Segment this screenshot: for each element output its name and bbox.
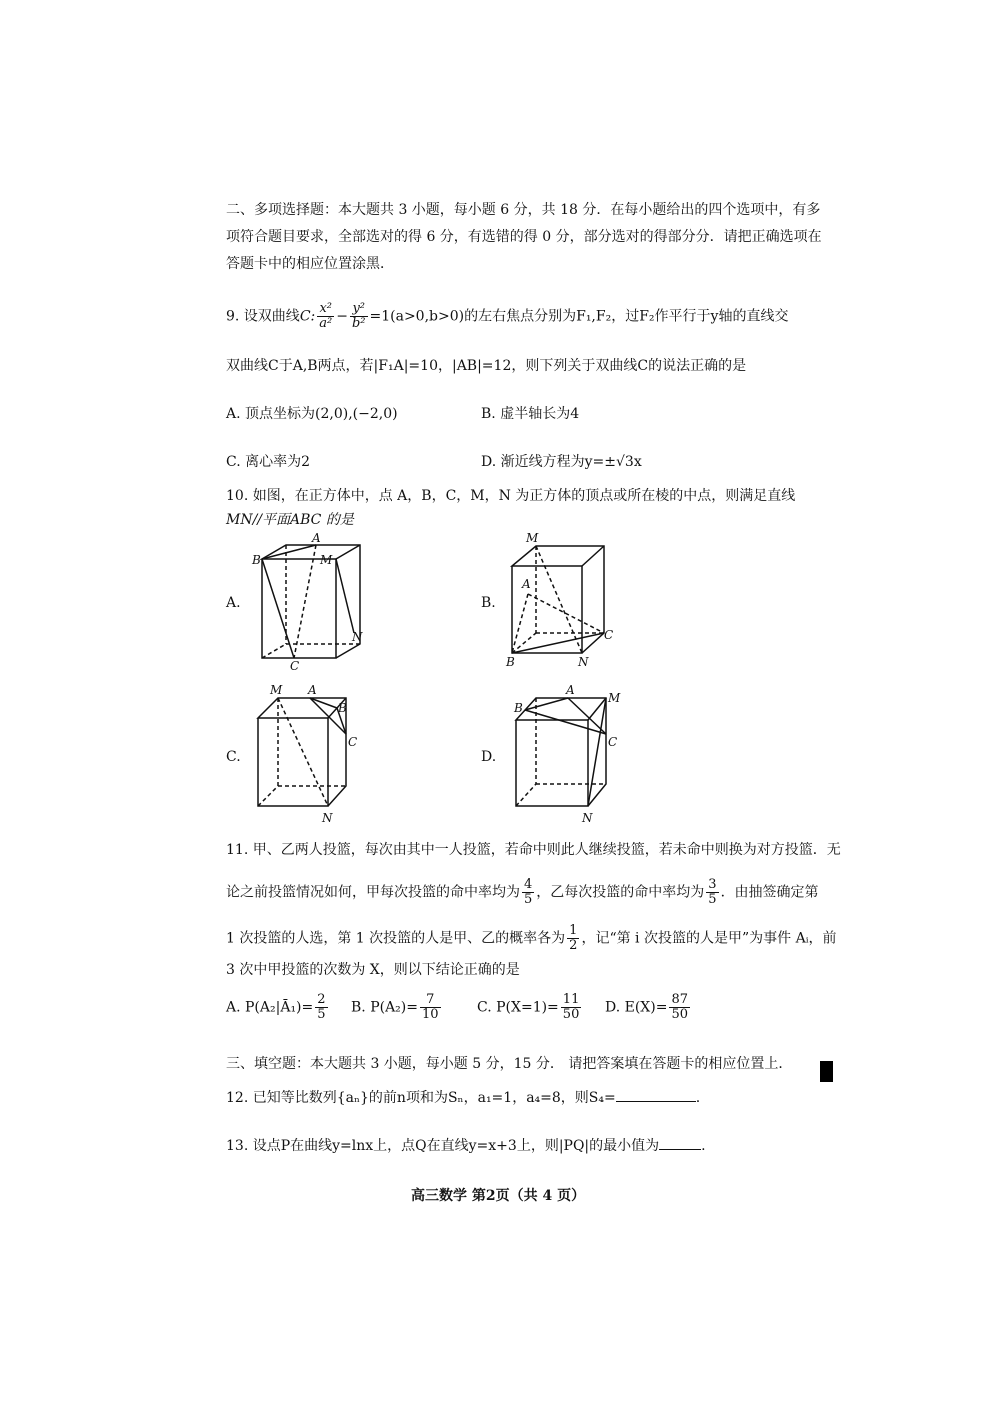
fig-b-point-m: M [526,531,539,545]
fig-c-point-c: C [348,735,358,749]
section2-line1: 二、多项选择题：本大题共 3 小题，每小题 6 分，共 18 分．在每小题给出的四个选项中，有多 [226,202,821,218]
q11-frac-half [567,924,579,953]
q11-option-b [351,993,443,1022]
q9-frac2-num: y² [350,302,368,317]
q12 [226,1088,700,1108]
q9-line2: 双曲线C于A,B两点，若|F₁A|=10，|AB|=12，则下列关于双曲线C的说法正确的是 [226,358,747,374]
q11-line3-part1: 1 次投篮的人选，第 1 次投篮的人是甲、乙的概率各为 [226,930,566,947]
page-footer: 高三数学 第2页（共 4 页） [411,1188,586,1204]
q11-line4: 3 次中甲投篮的次数为 X，则以下结论正确的是 [226,962,520,978]
q11-line1: 11. 甲、乙两人投篮，每次由其中一人投篮，若命中则此人继续投篮，若未命中则换为对方投篮．无 [226,842,841,858]
q11-option-a-num: 2 [317,992,326,1007]
fig-a-point-c: C [290,659,300,673]
fig-a-point-a: A [312,531,321,545]
q11-frac-yi-den: 5 [708,892,717,907]
cube-figure-d [508,682,638,831]
q11-line3-part2: ，记“第 i 次投篮的人是甲”为事件 Aᵢ，前 [581,930,837,947]
q11-line3 [226,924,837,953]
q13-answer-blank[interactable] [659,1149,701,1150]
cube-figure-c [250,682,380,831]
fig-d-point-a: A [566,683,575,697]
q12-text: 12. 已知等比数列{aₙ}的前n项和为Sₙ，a₁=1，a₄=8，则S₄= [226,1090,616,1106]
q9-frac1-den: a² [319,316,333,331]
q11-option-d-expr: D. E(X)= [605,999,668,1016]
q11-line2-part1: 论之前投篮情况如何，甲每次投篮的命中率均为 [226,884,520,901]
q11-line2 [226,878,819,907]
q11-option-b-den: 10 [422,1007,439,1022]
cube-figure-a [250,530,380,679]
q10-line2: MN//平面ABC 的是 [226,512,354,528]
cube-figure-b [500,528,630,677]
fig-d-point-m: M [608,691,621,705]
fig-d-point-b: B [514,701,523,715]
q9-condition: =1(a>0,b>0) [369,308,465,325]
fig-b-point-c: C [604,628,614,642]
q9-frac2-den: b² [351,316,366,331]
q9-frac1-num: x² [317,302,334,317]
q11-option-c [477,993,583,1022]
q9-frac1 [317,302,334,331]
q11-option-d-num: 87 [671,992,689,1007]
q9-frac2 [350,302,368,331]
q9-option-a: A. 顶点坐标为(2,0),(−2,0) [226,406,398,422]
q9-minus: − [336,308,348,325]
q11-option-d [605,993,692,1022]
q9-curve: C: [299,308,316,325]
q11-frac-half-den: 2 [569,938,578,953]
fig-d-point-c: C [608,735,618,749]
q9-prefix: 9. 设双曲线 [226,308,300,325]
q10-fig-a-label: A. [226,595,241,611]
fig-c-point-a: A [308,683,317,697]
q11-frac-jia [522,878,534,907]
q10-fig-d-label: D. [481,749,497,765]
fig-a-point-b: B [252,553,261,567]
fig-b-point-b: B [506,655,515,669]
fig-a-point-n: N [352,630,363,644]
fig-d-point-n: N [582,811,593,825]
q13-end: . [701,1138,706,1154]
q11-option-b-expr: B. P(A₂)= [351,999,418,1016]
q10-fig-b-label: B. [481,595,496,611]
q9-line1 [226,302,788,331]
q12-end: . [695,1090,701,1106]
fig-c-point-b: B [338,701,347,715]
q11-option-c-den: 50 [562,1007,580,1022]
q11-option-a-expr: A. P(A₂|Ā₁)= [226,999,314,1016]
fig-c-point-n: N [322,811,333,825]
fig-b-point-n: N [578,655,589,669]
q11-option-a [226,993,330,1022]
q13 [226,1136,706,1156]
q11-line2-part2: ，乙每次投篮的命中率均为 [536,884,705,901]
q11-line2-part3: ．由抽签确定第 [720,884,819,901]
section3-title: 三、填空题：本大题共 3 小题，每小题 5 分，15 分． 请把答案填在答题卡的相应位置上． [226,1056,793,1072]
q11-option-c-num: 11 [562,992,580,1007]
fig-c-point-m: M [270,683,283,697]
q11-frac-yi [706,878,718,907]
fig-a-point-m: M [320,553,333,567]
section2-line2: 项符合题目要求，全部选对的得 6 分，有选错的得 0 分，部分选对的得部分分．请把正确选项在 [226,229,822,245]
q11-frac-yi-num: 3 [708,877,717,892]
q11-frac-jia-den: 5 [524,892,533,907]
q9-option-c: C. 离心率为2 [226,454,311,470]
q13-text: 13. 设点P在曲线y=lnx上，点Q在直线y=x+3上，则|PQ|的最小值为 [226,1138,660,1154]
q11-frac-jia-num: 4 [524,877,533,892]
q10-line1: 10. 如图，在正方体中，点 A，B，C，M，N 为正方体的顶点或所在棱的中点，则满足直线 [226,488,796,504]
q10-fig-c-label: C. [226,749,241,765]
q11-option-d-den: 50 [671,1007,689,1022]
scan-marker [820,1061,833,1082]
q9-rest: 的左右焦点分别为F₁,F₂，过F₂作平行于y轴的直线交 [464,308,789,325]
fig-b-point-a: A [522,577,531,591]
q11-option-b-num: 7 [420,993,441,1008]
section2-line3: 答题卡中的相应位置涂黑． [226,256,394,272]
q11-option-a-den: 5 [317,1007,326,1022]
q11-option-c-expr: C. P(X=1)= [477,999,559,1016]
q11-frac-half-num: 1 [569,923,578,938]
q9-option-b: B. 虚半轴长为4 [481,406,580,422]
q12-answer-blank[interactable] [616,1101,696,1102]
q9-option-d: D. 渐近线方程为y=±√3x [481,454,642,470]
